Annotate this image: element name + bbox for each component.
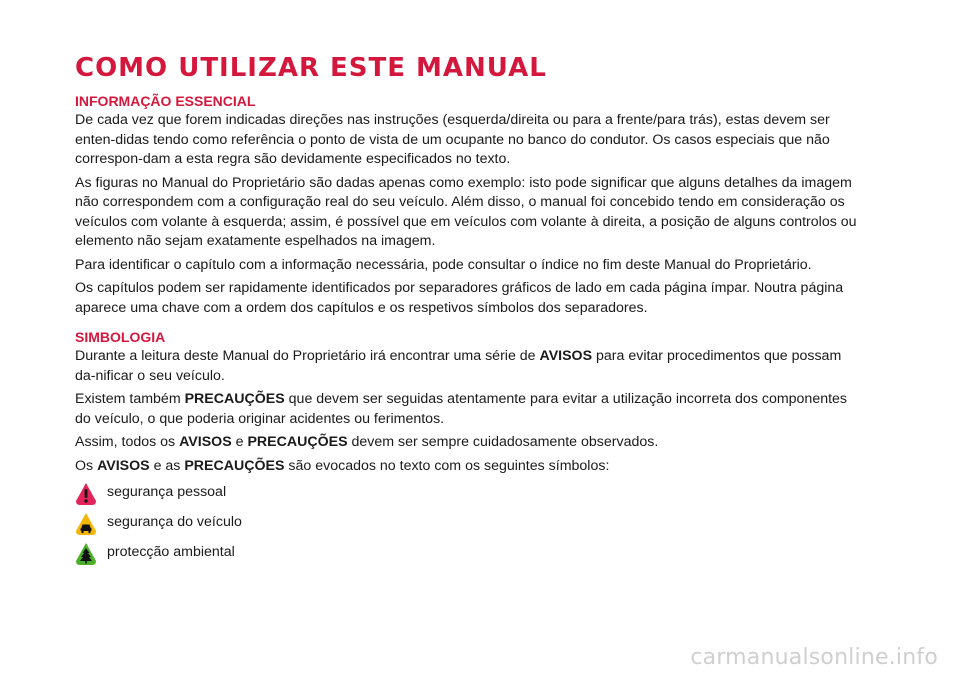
- keyword-precaucoes: PRECAUÇÕES: [184, 391, 285, 407]
- section-heading-symbology: SIMBOLOGIA: [75, 329, 166, 345]
- paragraph-index: Para identificar o capítulo com a informação necessária, pode consultar o índice no fim deste Manual do Proprietário.: [75, 256, 812, 273]
- symbol-label-vehicle-safety: segurança do veículo: [107, 514, 242, 530]
- symbol-row-environment: [75, 542, 865, 566]
- vehicle-safety-warning-icon: [75, 512, 97, 536]
- section-heading-essential-info: INFORMAÇÃO ESSENCIAL: [75, 93, 256, 109]
- symbol-row-vehicle-safety: [75, 512, 865, 536]
- paragraph-warnings: Durante a leitura deste Manual do Proprietário irá encontrar uma série de AVISOS para evitar procedimentos que possam da-nificar o seu veículo.: [75, 348, 842, 384]
- manual-page: [75, 52, 865, 566]
- symbol-row-personal-safety: [75, 482, 865, 506]
- paragraph-chapters: Os capítulos podem ser rapidamente identificados por separadores gráficos de lado em cada página ímpar. Noutra página aparece uma chave com a ordem dos capítulos e os respetivos símbolos dos separadores.: [75, 280, 844, 316]
- personal-safety-warning-icon: [75, 482, 97, 506]
- paragraph-observe: Assim, todos os AVISOS e PRECAUÇÕES devem ser sempre cuidadosamente observados.: [75, 434, 659, 450]
- paragraph-precautions: Existem também PRECAUÇÕES que devem ser seguidas atentamente para evitar a utilização incorreta dos componentes do veículo, o que poderia originar acidentes ou ferimentos.: [75, 391, 848, 427]
- paragraph-symbols-intro: Os AVISOS e as PRECAUÇÕES são evocados no texto com os seguintes símbolos:: [75, 457, 610, 474]
- keyword-avisos: AVISOS: [539, 348, 593, 364]
- symbol-label-personal-safety: segurança pessoal: [107, 484, 227, 500]
- page-title: COMO UTILIZAR ESTE MANUAL: [75, 53, 547, 83]
- environmental-protection-icon: [75, 542, 97, 566]
- symbol-label-environment: protecção ambiental: [107, 544, 235, 560]
- paragraph-figures: As figuras no Manual do Proprietário são dadas apenas como exemplo: isto pode significar que alguns detalhes da imagem não correspondem com a configuração real do seu veículo. Além disso, o manual foi concebido tendo em consideração os veículos com volante à esquerda; assim, é possível que em veículos com volante à direita, a posição de alguns controlos ou elemento não sejam exatamente espelhados na imagem.: [75, 174, 857, 249]
- watermark: carmanualsonline.info: [690, 645, 938, 670]
- paragraph-directions: De cada vez que forem indicadas direções nas instruções (esquerda/direita ou para a frente/para trás), estas devem ser enten-didas tendo como referência o ponto de vista de um ocupante no banco do condutor. Os casos especiais que não correspon-dam a esta regra são devidamente especificados no texto.: [75, 112, 830, 167]
